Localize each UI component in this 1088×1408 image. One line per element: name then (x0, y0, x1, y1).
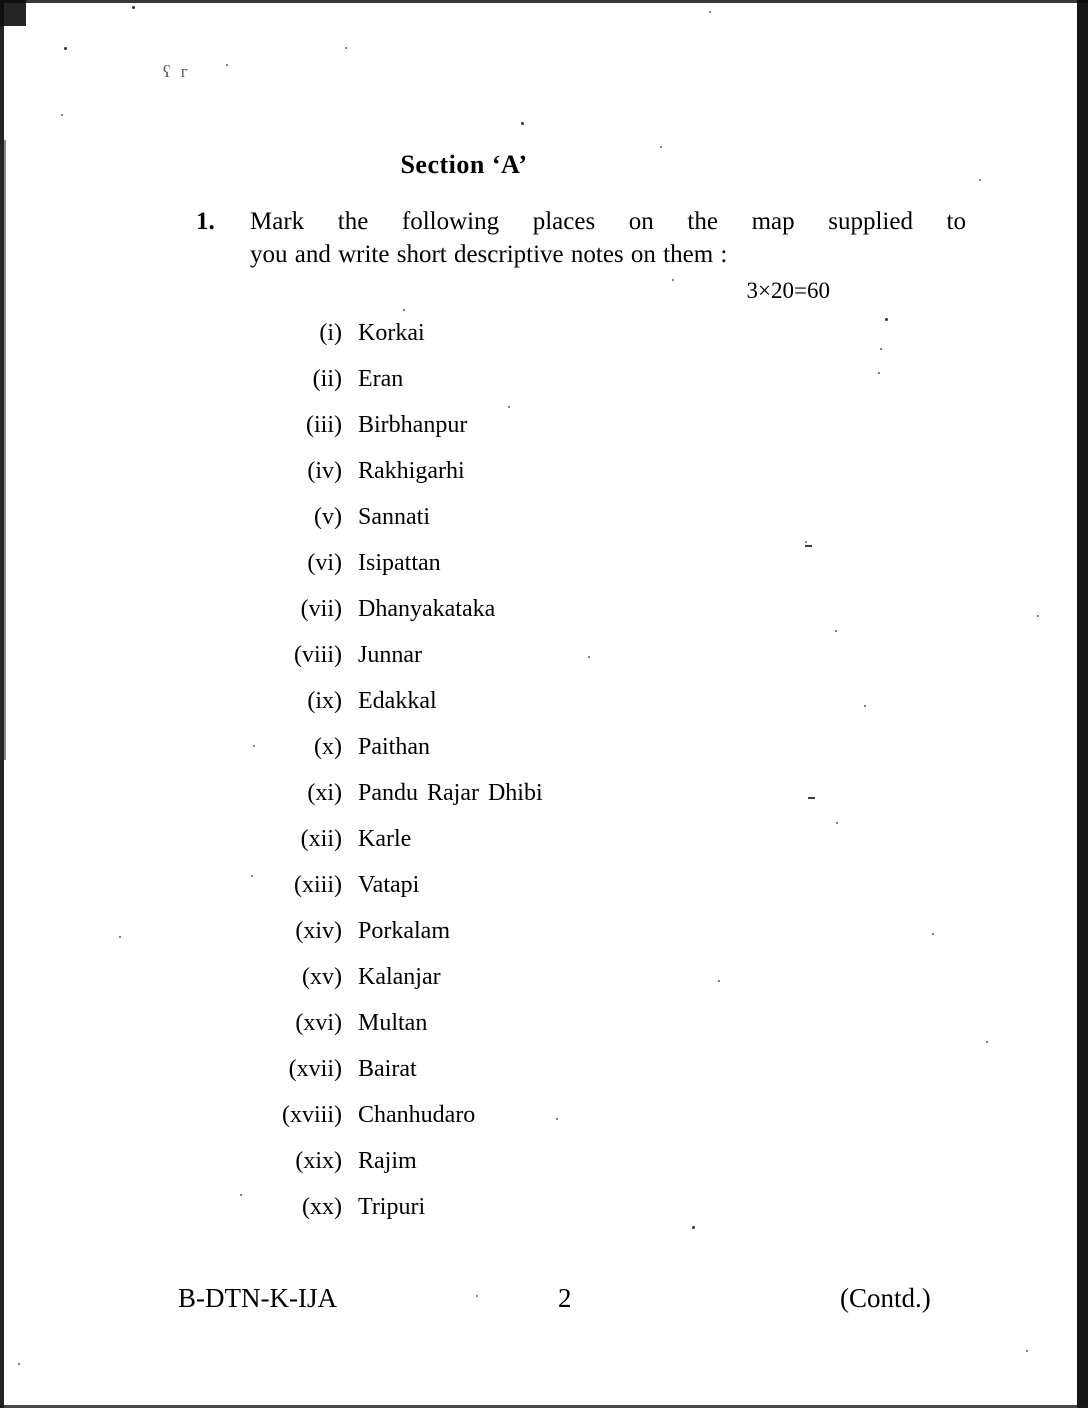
scan-speckle (476, 1295, 478, 1297)
list-item-numeral: (xviii) (282, 1102, 342, 1128)
list-item (248, 412, 888, 458)
list-item-name: Birbhanpur (358, 412, 468, 438)
scan-speckle (556, 1118, 558, 1120)
list-item (248, 1102, 888, 1148)
list-item (248, 504, 888, 550)
list-item (248, 642, 888, 688)
list-item-name: Porkalam (358, 918, 450, 944)
scan-speckle (61, 114, 63, 116)
scan-speckle (709, 11, 711, 13)
scan-edge-right (1077, 0, 1088, 1408)
scan-edge-left-secondary (4, 140, 6, 760)
scan-speckle (132, 6, 135, 9)
list-item (248, 734, 888, 780)
list-item (248, 964, 888, 1010)
scan-speckle (986, 1041, 988, 1043)
list-item-numeral: (xx) (302, 1194, 342, 1220)
scan-edge-top (0, 0, 1088, 3)
list-item (248, 550, 888, 596)
list-item-numeral: (xix) (295, 1148, 342, 1174)
scan-speckle (660, 146, 662, 148)
list-item-name: Edakkal (358, 688, 437, 714)
list-item-numeral: (vi) (307, 550, 342, 576)
scan-speckle (878, 372, 880, 374)
list-item-name: Dhanyakataka (358, 596, 496, 622)
list-item-numeral: (iv) (307, 458, 342, 484)
list-item (248, 1056, 888, 1102)
list-item-numeral: (iii) (306, 412, 342, 438)
scan-speckle (226, 64, 228, 66)
list-item-name: Karle (358, 826, 412, 852)
scan-speckle (885, 318, 888, 321)
question-number: 1. (196, 208, 215, 235)
list-item-name: Vatapi (358, 872, 420, 898)
list-item-numeral: (xv) (302, 964, 342, 990)
list-item (248, 320, 888, 366)
question-line-2: you and write short descriptive notes on them : (250, 241, 728, 269)
list-item (248, 596, 888, 642)
list-item (248, 780, 888, 826)
list-item-numeral: (xi) (307, 780, 342, 806)
scan-speckle (508, 406, 510, 408)
list-item (248, 458, 888, 504)
list-item-name: Chanhudaro (358, 1102, 476, 1128)
scan-speckle (1026, 1350, 1028, 1352)
scan-speckle (18, 1363, 20, 1365)
scan-speckle (880, 348, 882, 350)
list-item-name: Kalanjar (358, 964, 441, 990)
list-item-numeral: (v) (314, 504, 342, 530)
question-text (250, 205, 966, 272)
list-item-name: Tripuri (358, 1194, 426, 1220)
scan-speckle (835, 630, 837, 632)
list-item-numeral: (xvii) (288, 1056, 342, 1082)
list-item-name: Sannati (358, 504, 430, 530)
scan-speckle (836, 822, 838, 824)
question-block (196, 205, 966, 272)
paper-code: B-DTN-K-IJA (178, 1283, 337, 1313)
scan-speckle (979, 179, 981, 181)
list-item-numeral: (xii) (300, 826, 342, 852)
list-item-name: Paithan (358, 734, 430, 760)
list-item-numeral: (xiv) (295, 918, 342, 944)
list-item-name: Eran (358, 366, 404, 392)
list-item-numeral: (x) (314, 734, 342, 760)
list-item-name: Korkai (358, 320, 425, 346)
scan-speckle (932, 933, 934, 935)
list-item-name: Rakhigarhi (358, 458, 465, 484)
scan-speckle (64, 47, 67, 50)
list-item (248, 688, 888, 734)
list-item-name: Pandu Rajar Dhibi (358, 780, 543, 806)
list-item (248, 1010, 888, 1056)
list-item-numeral: (xvi) (295, 1010, 342, 1036)
scan-speckle (808, 797, 815, 799)
page-footer (178, 1283, 968, 1323)
list-item-numeral: (ix) (307, 688, 342, 714)
list-item-name: Multan (358, 1010, 428, 1036)
list-item (248, 1194, 888, 1240)
list-item (248, 872, 888, 918)
list-item-numeral: (vii) (300, 596, 342, 622)
marks-allocation: 3×20=60 (746, 278, 830, 303)
scan-corner-top-left (0, 0, 26, 26)
question-line-1: Mark the following places on the map supplied to (250, 208, 966, 235)
section-heading: Section ‘A’ (400, 150, 528, 179)
scan-speckle (521, 122, 524, 125)
scan-speckle (240, 1194, 242, 1196)
scan-speckle (588, 656, 590, 658)
list-item-numeral: (viii) (294, 642, 342, 668)
list-item-name: Isipattan (358, 550, 441, 576)
scan-speckle (403, 309, 405, 311)
list-item-name: Junnar (358, 642, 422, 668)
list-item-name: Bairat (358, 1056, 417, 1082)
scan-speckle (864, 705, 866, 707)
list-item-numeral: (ii) (312, 366, 342, 392)
scan-speckle (718, 980, 720, 982)
question-row (196, 205, 966, 272)
scan-speckle (251, 875, 253, 877)
scan-speckle (805, 545, 812, 547)
list-item-numeral: (i) (319, 320, 342, 346)
scan-speckle (1037, 615, 1039, 617)
page-number: 2 (558, 1283, 572, 1313)
list-item (248, 918, 888, 964)
scan-speckle (672, 279, 674, 281)
scan-speckle (253, 745, 255, 747)
scan-speckle (692, 1226, 695, 1229)
scan-speckle (119, 936, 121, 938)
list-item (248, 826, 888, 872)
scan-speckle (805, 541, 807, 543)
top-margin-mark: ʕ г (163, 62, 191, 81)
list-item-numeral: (xiii) (294, 872, 342, 898)
list-item (248, 1148, 888, 1194)
scan-speckle (345, 47, 347, 49)
list-item (248, 366, 888, 412)
list-item-name: Rajim (358, 1148, 417, 1174)
places-list (248, 320, 888, 1240)
continuation-label: (Contd.) (840, 1283, 931, 1313)
